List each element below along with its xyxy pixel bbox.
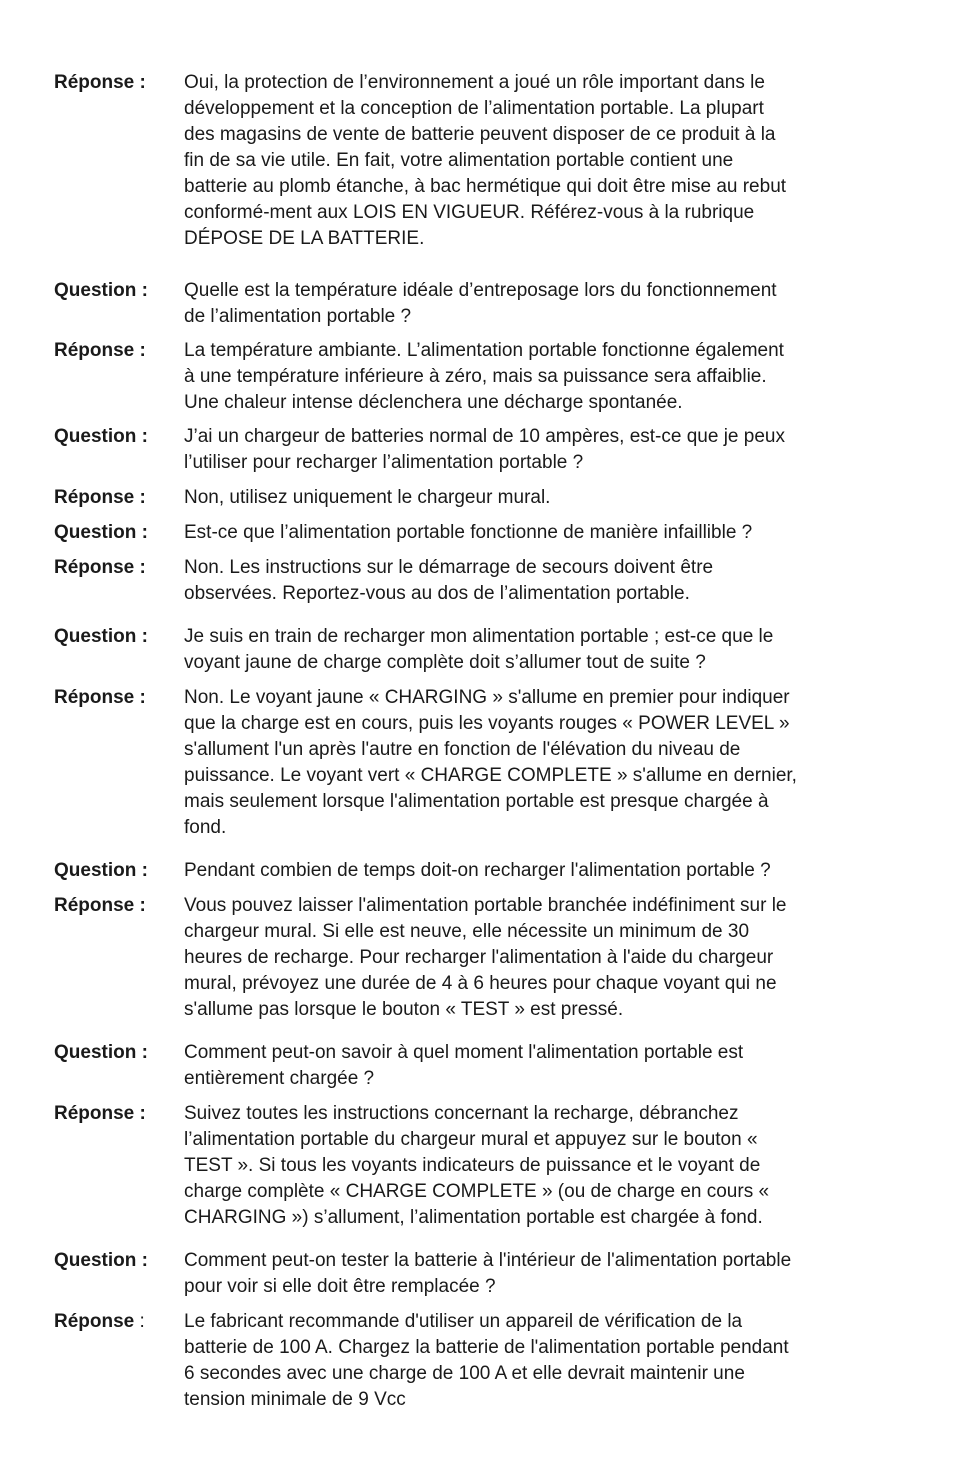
answer-label-colon: :	[134, 1311, 145, 1332]
answer-label: Réponse :	[54, 487, 146, 508]
question-label: Question :	[54, 626, 148, 647]
faq-answer-row	[54, 1101, 904, 1231]
question-text: Quelle est la température idéale d’entreposage lors du fonctionnement de l’alimentation portable ?	[184, 280, 777, 327]
question-label: Question :	[54, 1250, 148, 1271]
answer-label: Réponse :	[54, 72, 146, 93]
answer-label	[54, 1309, 184, 1335]
faq-answer-row	[54, 685, 904, 841]
answer-text: Non. Les instructions sur le démarrage de secours doivent être observées. Reportez-vous au dos de l’alimentation portable.	[184, 557, 714, 604]
answer-text: Non. Le voyant jaune « CHARGING » s'allume en premier pour indiquer que la charge est en cours, puis les voyants rouges « POWER LEVEL » s'allument l'un après l'autre en fonction de l'élévation du niveau de puissance. Le voyant vert « CHARGE COMPLETE » s'allume en dernier, mais seulement lorsque l'alimentation portable est presque chargée à fond.	[184, 687, 797, 838]
faq-answer-row	[54, 893, 904, 1023]
answer-label: Réponse :	[54, 340, 146, 361]
question-text: Comment peut-on tester la batterie à l'intérieur de l'alimentation portable pour voir si elle doit être remplacée ?	[184, 1250, 792, 1297]
answer-text: Suivez toutes les instructions concernant la recharge, débranchez l’alimentation portable du chargeur mural et appuyez sur le bouton « TEST ». Si tous les voyants indicateurs de puissance et le voyant de charge complète « CHARGE COMPLETE » (ou de charge en cours « CHARGING ») s’allument, l’alimentation portable est chargée à fond.	[184, 1103, 770, 1228]
question-text: Est-ce que l’alimentation portable fonctionne de manière infaillible ?	[184, 522, 753, 543]
question-label: Question :	[54, 522, 148, 543]
faq-question-row	[54, 424, 904, 476]
answer-label: Réponse :	[54, 895, 146, 916]
faq-question-row	[54, 520, 904, 546]
question-label: Question :	[54, 280, 148, 301]
faq-answer-row	[54, 338, 904, 416]
answer-text: Le fabricant recommande d'utiliser un appareil de vérification de la batterie de 100 A. Chargez la batterie de l'alimentation portable pendant 6 secondes avec une charge de 100 A et elle devrait maintenir une tension minimale de 9 Vcc	[184, 1311, 789, 1410]
question-text: Je suis en train de recharger mon alimentation portable ; est-ce que le voyant jaune de charge complète doit s’allumer tout de suite ?	[184, 626, 774, 673]
faq-answer-row	[54, 1309, 904, 1413]
answer-text: Non, utilisez uniquement le chargeur mural.	[184, 487, 551, 508]
faq-answer-row	[54, 555, 904, 607]
question-label: Question :	[54, 1042, 148, 1063]
faq-answer-row	[54, 70, 904, 252]
answer-label-word: Réponse	[54, 1311, 135, 1332]
question-text: Comment peut-on savoir à quel moment l'alimentation portable est entièrement chargée ?	[184, 1042, 744, 1089]
question-label: Question :	[54, 860, 148, 881]
question-label: Question :	[54, 426, 148, 447]
answer-label: Réponse :	[54, 1103, 146, 1124]
answer-text: Oui, la protection de l’environnement a joué un rôle important dans le développement et la conception de l’alimentation portable. La plupart des magasins de vente de batterie peuvent disposer de ce produit à la fin de sa vie utile. En fait, votre alimentation portable contient une batterie au plomb étanche, à bac hermétique qui doit être mise au rebut conformé-ment aux LOIS EN VIGUEUR. Référez-vous à la rubrique DÉPOSE DE LA BATTERIE.	[184, 72, 787, 249]
faq-question-row	[54, 1248, 904, 1300]
faq-question-row	[54, 624, 904, 676]
faq-answer-row	[54, 485, 904, 511]
answer-text: La température ambiante. L’alimentation portable fonctionne également à une température inférieure à zéro, mais sa puissance sera affaiblie. Une chaleur intense déclenchera une décharge spontanée.	[184, 340, 784, 413]
answer-label: Réponse :	[54, 687, 146, 708]
question-text: J’ai un chargeur de batteries normal de 10 ampères, est-ce que je peux l’utiliser pour recharger l’alimentation portable ?	[184, 426, 785, 473]
question-text: Pendant combien de temps doit-on recharger l'alimentation portable ?	[184, 860, 771, 881]
faq-question-row	[54, 1040, 904, 1092]
faq-question-row	[54, 858, 904, 884]
answer-label: Réponse :	[54, 557, 146, 578]
faq-question-row	[54, 278, 904, 330]
faq-list	[54, 70, 904, 1413]
answer-text: Vous pouvez laisser l'alimentation portable branchée indéfiniment sur le chargeur mural. Si elle est neuve, elle nécessite un minimum de 30 heures de recharge. Pour recharger l'alimentation à l'aide du chargeur mural, prévoyez une durée de 4 à 6 heures pour chaque voyant qui ne s'allume pas lorsque le bouton « TEST » est pressé.	[184, 895, 787, 1020]
